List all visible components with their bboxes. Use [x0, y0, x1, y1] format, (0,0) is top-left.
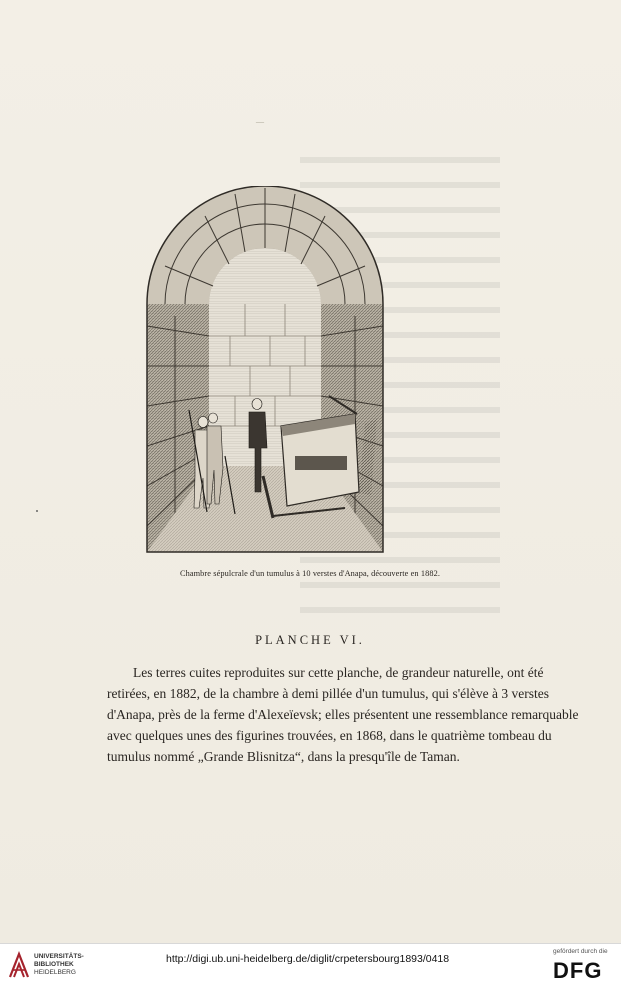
library-name [34, 953, 84, 977]
page-number: — [255, 118, 265, 128]
body-paragraph [107, 662, 579, 767]
text-line: d'Anapa, près de la ferme d'Alexeïevsk; elles présentent une ressemblance remarquable [107, 707, 579, 722]
text-line: Les terres cuites reproduites sur cette planche, de grandeur naturelle, ont été [133, 665, 544, 680]
tomb-chamber-illustration [145, 186, 385, 554]
dfg-logo: DFG [553, 958, 603, 983]
library-line: BIBLIOTHEK [34, 961, 74, 968]
library-line: HEIDELBERG [34, 969, 76, 976]
source-url-link[interactable]: http://digi.ub.uni-heidelberg.de/diglit/crpetersbourg1893/0418 [166, 953, 450, 965]
library-line: UNIVERSITÄTS- [34, 953, 84, 960]
illustration-caption: Chambre sépulcrale d'un tumulus à 10 verstes d'Anapa, découverte en 1882. [179, 569, 441, 578]
footer-bar [0, 943, 621, 989]
text-line: avec quelques unes des figurines trouvées, en 1868, dans le quatrième tombeau du [107, 728, 552, 743]
text-line: retirées, en 1882, de la chambre à demi pillée d'un tumulus, qui s'élève à 3 verstes [107, 686, 549, 701]
funding-note: gefördert durch die [553, 948, 608, 955]
text-line: tumulus nommé „Grande Blisnitza“, dans la presqu'île de Taman. [107, 749, 460, 764]
page-speck [36, 510, 38, 512]
library-logo-icon [8, 951, 30, 979]
plate-heading: PLANCHE VI. [255, 633, 365, 647]
